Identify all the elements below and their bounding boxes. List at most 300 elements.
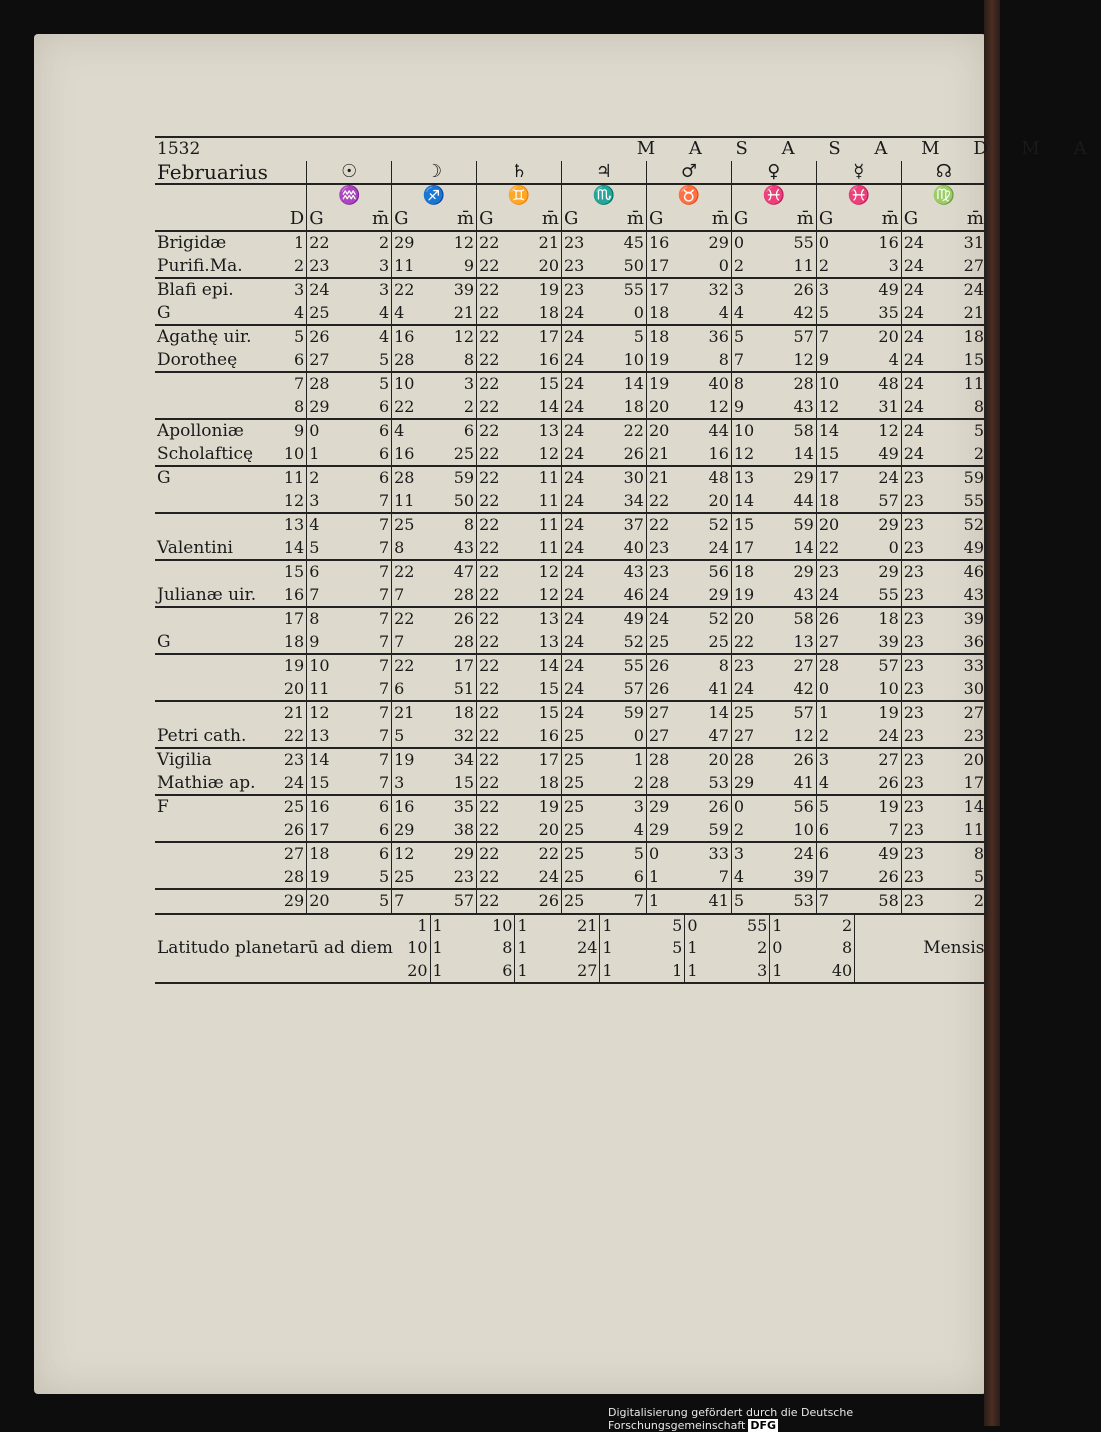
mensis-spacer [855, 960, 987, 984]
latitude-day: 1 [392, 914, 430, 938]
degree-cell: 23 [903, 631, 925, 651]
minute-cell: 19 [855, 701, 902, 725]
minute-cell: 57 [770, 701, 817, 725]
degree-cell: 22 [477, 466, 515, 490]
degree-cell: 22 [479, 584, 500, 604]
degree-cell: 29 [309, 396, 330, 416]
minute-cell: 3 [345, 278, 392, 302]
day-number: 11 [280, 466, 306, 490]
day-number: 18 [280, 631, 306, 655]
degree-cell: 22 [479, 819, 500, 839]
feast-name: Julianæ uir. [157, 584, 257, 605]
minute-cell: 18 [515, 772, 562, 796]
latitude-value: 1 [515, 914, 562, 938]
minute-cell: 20 [855, 325, 902, 349]
minute-cell: 19 [515, 795, 562, 819]
degree-cell: 17 [733, 537, 755, 557]
degree-cell: 7 [309, 584, 320, 604]
minute-cell: 27 [940, 701, 987, 725]
mensis-spacer [855, 914, 987, 938]
minute-cell: 12 [515, 443, 562, 467]
minute-cell: 7 [345, 490, 392, 514]
minute-cell: 58 [770, 607, 817, 631]
degree-cell: 24 [733, 678, 755, 698]
degree-cell: 6 [816, 842, 854, 866]
feast-name [155, 490, 280, 514]
degree-cell: 0 [307, 419, 345, 443]
minute-cell: 18 [430, 701, 477, 725]
planet-symbol-icon: ♄ [477, 161, 562, 185]
minute-cell: 28 [430, 631, 477, 655]
degree-cell: 16 [392, 325, 430, 349]
degree-cell: 22 [479, 772, 500, 792]
degree-cell: 5 [394, 725, 405, 745]
degree-cell: 21 [646, 466, 684, 490]
minute-cell: 49 [940, 537, 987, 561]
minute-cell: 24 [515, 866, 562, 890]
degree-cell: 22 [648, 490, 670, 510]
minute-cell: 50 [430, 490, 477, 514]
degree-cell: 24 [901, 419, 939, 443]
degree-cell: 22 [477, 701, 515, 725]
day-number: 14 [280, 537, 306, 561]
day-number: 20 [280, 678, 306, 702]
latitude-day: 20 [392, 960, 430, 984]
minute-cell: 31 [855, 396, 902, 420]
degree-cell: 22 [479, 302, 500, 322]
minute-cell: 55 [940, 490, 987, 514]
degree-cell: 16 [307, 795, 345, 819]
minute-cell: 0 [600, 725, 647, 749]
minute-cell: 29 [855, 560, 902, 584]
day-row [155, 255, 987, 279]
degree-cell: 23 [816, 560, 854, 584]
minute-cell: 49 [855, 278, 902, 302]
zodiac-sign-icon: ♍ [901, 184, 986, 208]
minute-cell: 49 [600, 607, 647, 631]
latitude-pad [280, 960, 391, 984]
feast-name [155, 842, 280, 866]
degree-cell: 15 [309, 772, 330, 792]
minute-cell: 35 [430, 795, 477, 819]
minute-cell: 39 [770, 866, 817, 890]
minute-cell: 34 [600, 490, 647, 514]
minute-cell: 18 [515, 302, 562, 326]
minute-cell: 7 [345, 513, 392, 537]
degree-cell: 5 [731, 325, 769, 349]
minute-cell: 8 [430, 513, 477, 537]
minute-cell: 17 [430, 654, 477, 678]
minute-cell: 29 [430, 842, 477, 866]
degree-cell: 23 [901, 466, 939, 490]
day-row [155, 372, 987, 396]
minute-cell: 16 [685, 443, 732, 467]
latitude-value: 1 [770, 914, 817, 938]
minute-cell: 50 [600, 255, 647, 279]
degree-cell: 22 [646, 513, 684, 537]
degree-cell: 22 [477, 842, 515, 866]
minute-cell: 2 [940, 443, 987, 467]
minute-cell: 25 [685, 631, 732, 655]
col-g-label: G [309, 207, 324, 229]
degree-cell: 22 [477, 607, 515, 631]
feast-name: Vigilia [155, 748, 280, 772]
minute-cell: 43 [770, 396, 817, 420]
feast-name [155, 819, 280, 843]
latitude-value: 0 [685, 914, 732, 938]
day-row [155, 560, 987, 584]
degree-cell: 22 [479, 537, 500, 557]
degree-cell: 23 [903, 866, 925, 886]
minute-cell: 12 [430, 325, 477, 349]
minute-cell: 47 [430, 560, 477, 584]
minute-cell: 40 [600, 537, 647, 561]
degree-cell: 24 [564, 631, 585, 651]
degree-cell: 19 [648, 349, 670, 369]
day-row [155, 654, 987, 678]
minute-cell: 52 [600, 631, 647, 655]
degree-cell: 23 [564, 255, 585, 275]
day-number: 22 [280, 725, 306, 749]
minute-cell: 59 [600, 701, 647, 725]
degree-cell: 18 [818, 490, 840, 510]
minute-cell: 16 [855, 231, 902, 255]
degree-cell: 3 [394, 772, 405, 792]
degree-cell: 24 [564, 396, 585, 416]
feast-name: G [157, 302, 171, 323]
degree-cell: 24 [562, 560, 600, 584]
degree-cell: 10 [307, 654, 345, 678]
minute-cell: 29 [685, 584, 732, 608]
degree-cell: 11 [394, 490, 415, 510]
minute-cell: 46 [600, 584, 647, 608]
minute-cell: 11 [940, 819, 987, 843]
degree-cell: 27 [733, 725, 755, 745]
day-row [155, 466, 987, 490]
col-m-label: m̄ [855, 208, 902, 232]
minute-cell: 5 [600, 325, 647, 349]
minute-cell: 17 [940, 772, 987, 796]
latitude-value: 27 [562, 960, 600, 984]
minute-cell: 27 [770, 654, 817, 678]
degree-cell: 23 [901, 607, 939, 631]
degree-cell: 24 [901, 325, 939, 349]
minute-cell: 2 [345, 231, 392, 255]
minute-cell: 14 [770, 443, 817, 467]
minute-cell: 8 [685, 654, 732, 678]
day-number: 28 [280, 866, 306, 890]
degree-cell: 22 [477, 560, 515, 584]
day-row [155, 231, 987, 255]
degree-cell: 11 [309, 678, 330, 698]
degree-cell: 14 [733, 490, 755, 510]
latitude-value: 24 [562, 937, 600, 960]
minute-cell: 43 [600, 560, 647, 584]
degree-cell: 22 [479, 490, 500, 510]
degree-cell: 0 [818, 678, 829, 698]
minute-cell: 57 [430, 889, 477, 914]
minute-cell: 19 [515, 278, 562, 302]
minute-cell: 4 [345, 302, 392, 326]
minute-cell: 51 [430, 678, 477, 702]
degree-cell: 22 [392, 560, 430, 584]
degree-cell: 22 [394, 396, 415, 416]
minute-cell: 29 [770, 560, 817, 584]
minute-cell: 37 [600, 513, 647, 537]
minute-cell: 43 [770, 584, 817, 608]
degree-cell: 22 [479, 631, 500, 651]
minute-cell: 45 [600, 231, 647, 255]
minute-cell: 12 [515, 560, 562, 584]
minute-cell: 42 [770, 678, 817, 702]
minute-cell: 21 [430, 302, 477, 326]
degree-cell: 25 [564, 866, 585, 886]
day-number: 25 [280, 795, 306, 819]
degree-cell: 22 [479, 866, 500, 886]
degree-cell: 2 [818, 255, 829, 275]
degree-cell: 23 [903, 725, 925, 745]
minute-cell: 6 [345, 466, 392, 490]
minute-cell: 33 [685, 842, 732, 866]
degree-cell: 2 [733, 255, 745, 275]
degree-cell: 24 [562, 654, 600, 678]
day-number: 9 [280, 419, 306, 443]
feast-name: G [155, 466, 280, 490]
degree-cell: 24 [903, 349, 925, 369]
minute-cell: 8 [430, 349, 477, 373]
degree-cell: 27 [818, 631, 840, 651]
minute-cell: 29 [685, 231, 732, 255]
minute-cell: 15 [940, 349, 987, 373]
minute-cell: 7 [600, 889, 647, 914]
degree-cell: 17 [646, 278, 684, 302]
col-m-label: m̄ [515, 208, 562, 232]
minute-cell: 30 [940, 678, 987, 702]
minute-cell: 24 [855, 725, 902, 749]
degree-cell: 10 [392, 372, 430, 396]
day-row [155, 631, 987, 655]
degree-cell: 21 [392, 701, 430, 725]
minute-cell: 43 [430, 537, 477, 561]
minute-cell: 11 [515, 537, 562, 561]
col-m-label: m̄ [600, 208, 647, 232]
feast-name: Agathę uir. [155, 325, 280, 349]
minute-cell: 23 [430, 866, 477, 890]
minute-cell: 5 [345, 349, 392, 373]
degree-cell: 3 [731, 842, 769, 866]
zodiac-sign-icon: ♏ [562, 184, 647, 208]
minute-cell: 26 [855, 866, 902, 890]
degree-cell: 23 [901, 560, 939, 584]
degree-cell: 24 [901, 372, 939, 396]
planet-symbol-icon: ☿ [816, 161, 901, 185]
minute-cell: 27 [940, 255, 987, 279]
day-number: 6 [280, 349, 306, 373]
minute-cell: 7 [345, 748, 392, 772]
minute-cell: 57 [600, 678, 647, 702]
latitude-value: 55 [731, 914, 769, 938]
footer-credit [608, 1406, 1000, 1432]
minute-cell: 57 [855, 654, 902, 678]
degree-cell: 24 [562, 325, 600, 349]
minute-cell: 59 [770, 513, 817, 537]
minute-cell: 7 [345, 631, 392, 655]
day-number: 27 [280, 842, 306, 866]
col-m-label: m̄ [940, 208, 987, 232]
minute-cell: 32 [430, 725, 477, 749]
minute-cell: 12 [855, 419, 902, 443]
degree-cell: 23 [903, 537, 925, 557]
degree-cell: 1 [309, 443, 320, 463]
minute-cell: 58 [770, 419, 817, 443]
dfg-logo: DFG [750, 1419, 777, 1432]
day-row [155, 443, 987, 467]
zodiac-sign-icon: ♒ [307, 184, 392, 208]
degree-cell: 15 [731, 513, 769, 537]
degree-cell: 8 [394, 537, 405, 557]
degree-cell: 18 [731, 560, 769, 584]
feast-name: Scholafticę [157, 443, 254, 464]
degree-cell: 22 [479, 443, 500, 463]
degree-cell: 28 [394, 349, 415, 369]
col-g-label: G [648, 207, 664, 229]
latitude-row [155, 914, 987, 938]
degree-cell: 25 [562, 748, 600, 772]
feast-name [155, 701, 280, 725]
minute-cell: 14 [515, 396, 562, 420]
degree-cell: 4 [818, 772, 829, 792]
planet-symbol-icon: ♃ [562, 161, 647, 185]
day-number: 24 [280, 772, 306, 796]
minute-cell: 41 [685, 889, 732, 914]
degree-cell: 24 [901, 278, 939, 302]
degree-cell: 29 [392, 231, 430, 255]
degree-cell: 25 [648, 631, 670, 651]
degree-cell: 23 [901, 795, 939, 819]
degree-cell: 3 [816, 748, 854, 772]
degree-cell: 24 [648, 584, 670, 604]
minute-cell: 21 [940, 302, 987, 326]
degree-cell: 13 [731, 466, 769, 490]
minute-cell: 55 [770, 231, 817, 255]
degree-cell: 23 [903, 819, 925, 839]
day-number: 3 [280, 278, 306, 302]
latitude-label: Latitudo planetarū ad diem [157, 938, 393, 958]
latitude-value: 8 [477, 937, 515, 960]
degree-cell: 29 [733, 772, 755, 792]
minute-cell: 4 [855, 349, 902, 373]
latitude-value: 1 [432, 938, 443, 957]
degree-cell: 5 [816, 795, 854, 819]
minute-cell: 52 [940, 513, 987, 537]
day-number: 19 [280, 654, 306, 678]
degree-cell: 24 [901, 231, 939, 255]
degree-cell: 7 [392, 889, 430, 914]
aspects-header: M A S A S A M D M A [307, 137, 987, 161]
feast-name [155, 560, 280, 584]
header-row-1 [155, 137, 987, 161]
day-number: 21 [280, 701, 306, 725]
latitude-value: 1 [517, 960, 528, 980]
degree-cell: 14 [816, 419, 854, 443]
minute-cell: 24 [770, 842, 817, 866]
minute-cell: 14 [940, 795, 987, 819]
minute-cell: 6 [345, 842, 392, 866]
minute-cell: 15 [515, 701, 562, 725]
feast-name [155, 654, 280, 678]
degree-cell: 10 [731, 419, 769, 443]
degree-cell: 22 [733, 631, 755, 651]
degree-cell: 22 [392, 278, 430, 302]
minute-cell: 5 [345, 889, 392, 914]
minute-cell: 6 [430, 419, 477, 443]
latitude-value: 3 [731, 960, 769, 984]
degree-cell: 10 [816, 372, 854, 396]
degree-cell: 22 [479, 725, 500, 745]
minute-cell: 7 [345, 701, 392, 725]
minute-cell: 16 [515, 725, 562, 749]
degree-cell: 25 [392, 513, 430, 537]
zodiac-sign-icon: ♐ [392, 184, 477, 208]
minute-cell: 26 [600, 443, 647, 467]
zodiac-sign-icon: ♓ [731, 184, 816, 208]
degree-cell: 24 [646, 607, 684, 631]
degree-cell: 24 [903, 302, 925, 322]
feast-name: Mathiæ ap. [157, 772, 256, 793]
day-row [155, 278, 987, 302]
minute-cell: 56 [770, 795, 817, 819]
degree-cell: 29 [394, 819, 415, 839]
minute-cell: 14 [770, 537, 817, 561]
minute-cell: 40 [685, 372, 732, 396]
sign-row [155, 184, 987, 208]
minute-cell: 2 [940, 889, 987, 914]
day-row [155, 396, 987, 420]
minute-cell: 12 [515, 584, 562, 608]
latitude-day: 10 [392, 937, 430, 960]
day-row [155, 325, 987, 349]
feast-name: G [157, 631, 171, 652]
minute-cell: 6 [345, 795, 392, 819]
degree-cell: 24 [564, 349, 585, 369]
degree-cell: 24 [564, 302, 585, 322]
minute-cell: 33 [940, 654, 987, 678]
col-m-label: m̄ [430, 208, 477, 232]
day-number: 15 [280, 560, 306, 584]
degree-cell: 22 [477, 231, 515, 255]
day-number: 5 [280, 325, 306, 349]
degree-cell: 7 [733, 349, 745, 369]
zodiac-sign-icon: ♉ [646, 184, 731, 208]
degree-cell: 6 [307, 560, 345, 584]
minute-cell: 20 [685, 490, 732, 514]
degree-cell: 23 [309, 255, 330, 275]
degree-cell: 24 [903, 396, 925, 416]
mensis-label: Mensis [923, 938, 985, 958]
minute-cell: 26 [770, 748, 817, 772]
degree-cell: 18 [646, 325, 684, 349]
day-row [155, 748, 987, 772]
col-g-label: G [903, 207, 919, 229]
minute-cell: 17 [515, 325, 562, 349]
minute-cell: 22 [515, 842, 562, 866]
minute-cell: 10 [770, 819, 817, 843]
day-number: 8 [280, 396, 306, 420]
minute-cell: 12 [770, 349, 817, 373]
degree-cell: 16 [646, 231, 684, 255]
degree-cell: 17 [309, 819, 330, 839]
minute-cell: 3 [600, 795, 647, 819]
